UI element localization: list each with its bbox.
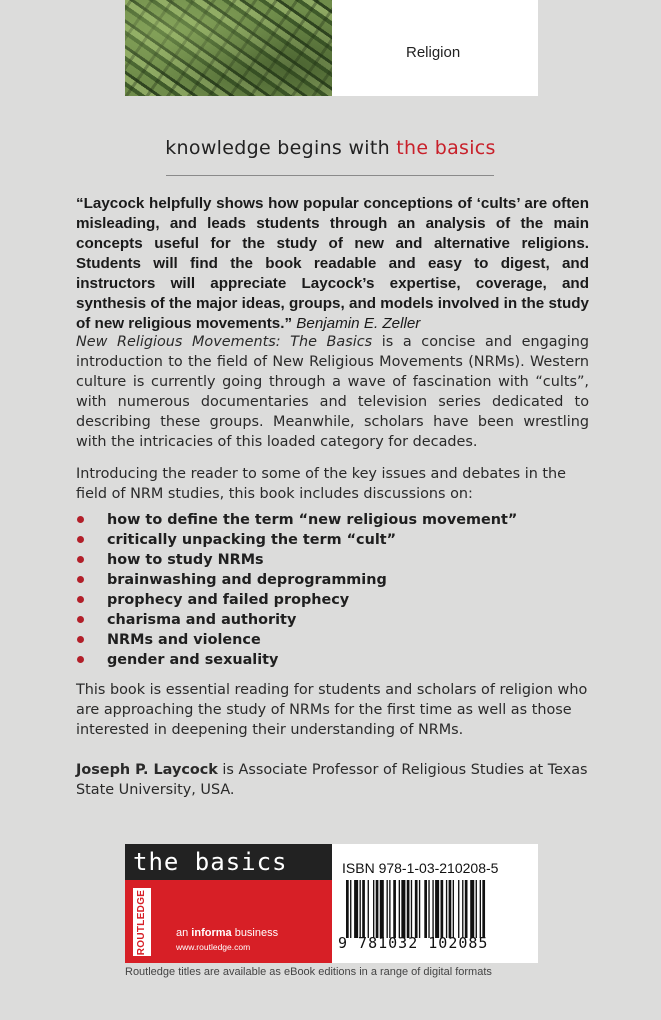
author-bio [76, 760, 589, 800]
list-item-text: prophecy and failed prophecy [107, 592, 350, 608]
list-item-text: critically unpacking the term “cult” [107, 532, 397, 548]
barcode-bar [368, 880, 369, 938]
bullet-dot-icon [77, 636, 84, 643]
barcode-bar [415, 880, 418, 938]
barcode-bar [360, 880, 361, 938]
barcode-bar [446, 880, 447, 938]
barcode-bar [401, 880, 405, 938]
list-item [76, 630, 589, 650]
list-item-text: NRMs and violence [107, 632, 261, 648]
author-bio-text: is Associate Professor of Religious Studies at Texas State University, USA. [76, 762, 588, 798]
endorsement-quote [76, 194, 589, 334]
barcode-bar [480, 880, 481, 938]
barcode-bar [462, 880, 463, 938]
informa-line: an informa business [176, 927, 279, 939]
barcode-bar [399, 880, 400, 938]
quote-attribution: Benjamin E. Zeller [296, 315, 421, 332]
barcode-icon [346, 880, 530, 938]
barcode-bar [441, 880, 444, 938]
barcode-bar [449, 880, 452, 938]
barcode-bar [465, 880, 468, 938]
series-label: the basics [125, 844, 332, 880]
bullet-dot-icon [77, 536, 84, 543]
barcode-bar [376, 880, 379, 938]
barcode-bar [428, 880, 429, 938]
bullet-dot-icon [77, 516, 84, 523]
list-item-text: how to study NRMs [107, 552, 264, 568]
tagline-divider [166, 175, 494, 176]
barcode-bar [411, 880, 412, 938]
quote-text: “Laycock helpfully shows how popular conceptions of ‘cults’ are often misleading, and leads students through an analysis of the main concepts useful for the study of new and alternative religions. Students will find the book readable and easy to digest, and instructors will appreciate Laycock’s expertise, coverage, and synthesis of the major ideas, groups, and models involved in the study of new religious movements.” [76, 195, 589, 332]
barcode-bar [380, 880, 384, 938]
barcode-bar [354, 880, 358, 938]
barcode-block [332, 844, 538, 963]
barcode-bar [407, 880, 410, 938]
barcode-bar [458, 880, 459, 938]
publisher-block [125, 844, 332, 963]
book-title: New Religious Movements: The Basics [76, 334, 373, 350]
barcode-bar [435, 880, 439, 938]
bullet-dot-icon [77, 656, 84, 663]
barcode-bar [453, 880, 454, 938]
barcode-bar [476, 880, 477, 938]
routledge-logo-icon: ROUTLEDGE [133, 888, 151, 956]
barcode-bar [373, 880, 374, 938]
list-item-text: gender and sexuality [107, 652, 279, 668]
list-item [76, 530, 589, 550]
barcode-bar [424, 880, 427, 938]
description-paragraph-1 [76, 332, 589, 452]
author-name: Joseph P. Laycock [76, 762, 218, 778]
tagline-accent: the basics [396, 137, 496, 159]
isbn-text: ISBN 978-1-03-210208-5 [342, 860, 499, 876]
subject-label: Religion [406, 44, 461, 61]
bullet-dot-icon [77, 576, 84, 583]
barcode-bar [432, 880, 433, 938]
bullet-dot-icon [77, 616, 84, 623]
topics-list [76, 510, 589, 670]
bullet-dot-icon [77, 556, 84, 563]
tagline-prefix: knowledge begins with [165, 137, 397, 159]
series-tagline [0, 137, 661, 159]
list-item-text: how to define the term “new religious movement” [107, 512, 518, 528]
list-item [76, 550, 589, 570]
barcode-bar [393, 880, 396, 938]
description-paragraph-3: This book is essential reading for students and scholars of religion who are approaching the study of NRMs for the first time as well as those interested in deepening their understanding of NRMs. [76, 682, 588, 738]
list-item [76, 590, 589, 610]
barcode-bar [362, 880, 365, 938]
barcode-bar [419, 880, 420, 938]
barcode-bar [350, 880, 351, 938]
list-item [76, 510, 589, 530]
footer-note: Routledge titles are available as eBook editions in a range of digital formats [125, 966, 492, 978]
maze-image [125, 0, 332, 96]
description-paragraph-2: Introducing the reader to some of the key issues and debates in the field of NRM studies, this book includes discussions on: [76, 466, 567, 502]
barcode-bar [346, 880, 349, 938]
list-item [76, 610, 589, 630]
barcode-digits: 9 781032 102085 [338, 934, 489, 952]
subject-box [332, 0, 538, 96]
barcode-bar [389, 880, 390, 938]
barcode-bar [482, 880, 485, 938]
p1-text: is a concise and engaging introduction to the field of New Religious Movements (NRMs). Western culture is currently going through a wave of fascination with “cults”, with numerous documentaries and television series dedicated to describing these groups. Meanwhile, scholars have been wrestling with the intricacies of this loaded category for decades. [76, 334, 589, 450]
list-item-text: brainwashing and deprogramming [107, 572, 387, 588]
list-item [76, 570, 589, 590]
barcode-bar [470, 880, 474, 938]
publisher-url: www.routledge.com [176, 942, 251, 952]
list-item-text: charisma and authority [107, 612, 297, 628]
barcode-bar [387, 880, 388, 938]
bullet-dot-icon [77, 596, 84, 603]
cover-top-banner [125, 0, 538, 96]
list-item [76, 650, 589, 670]
